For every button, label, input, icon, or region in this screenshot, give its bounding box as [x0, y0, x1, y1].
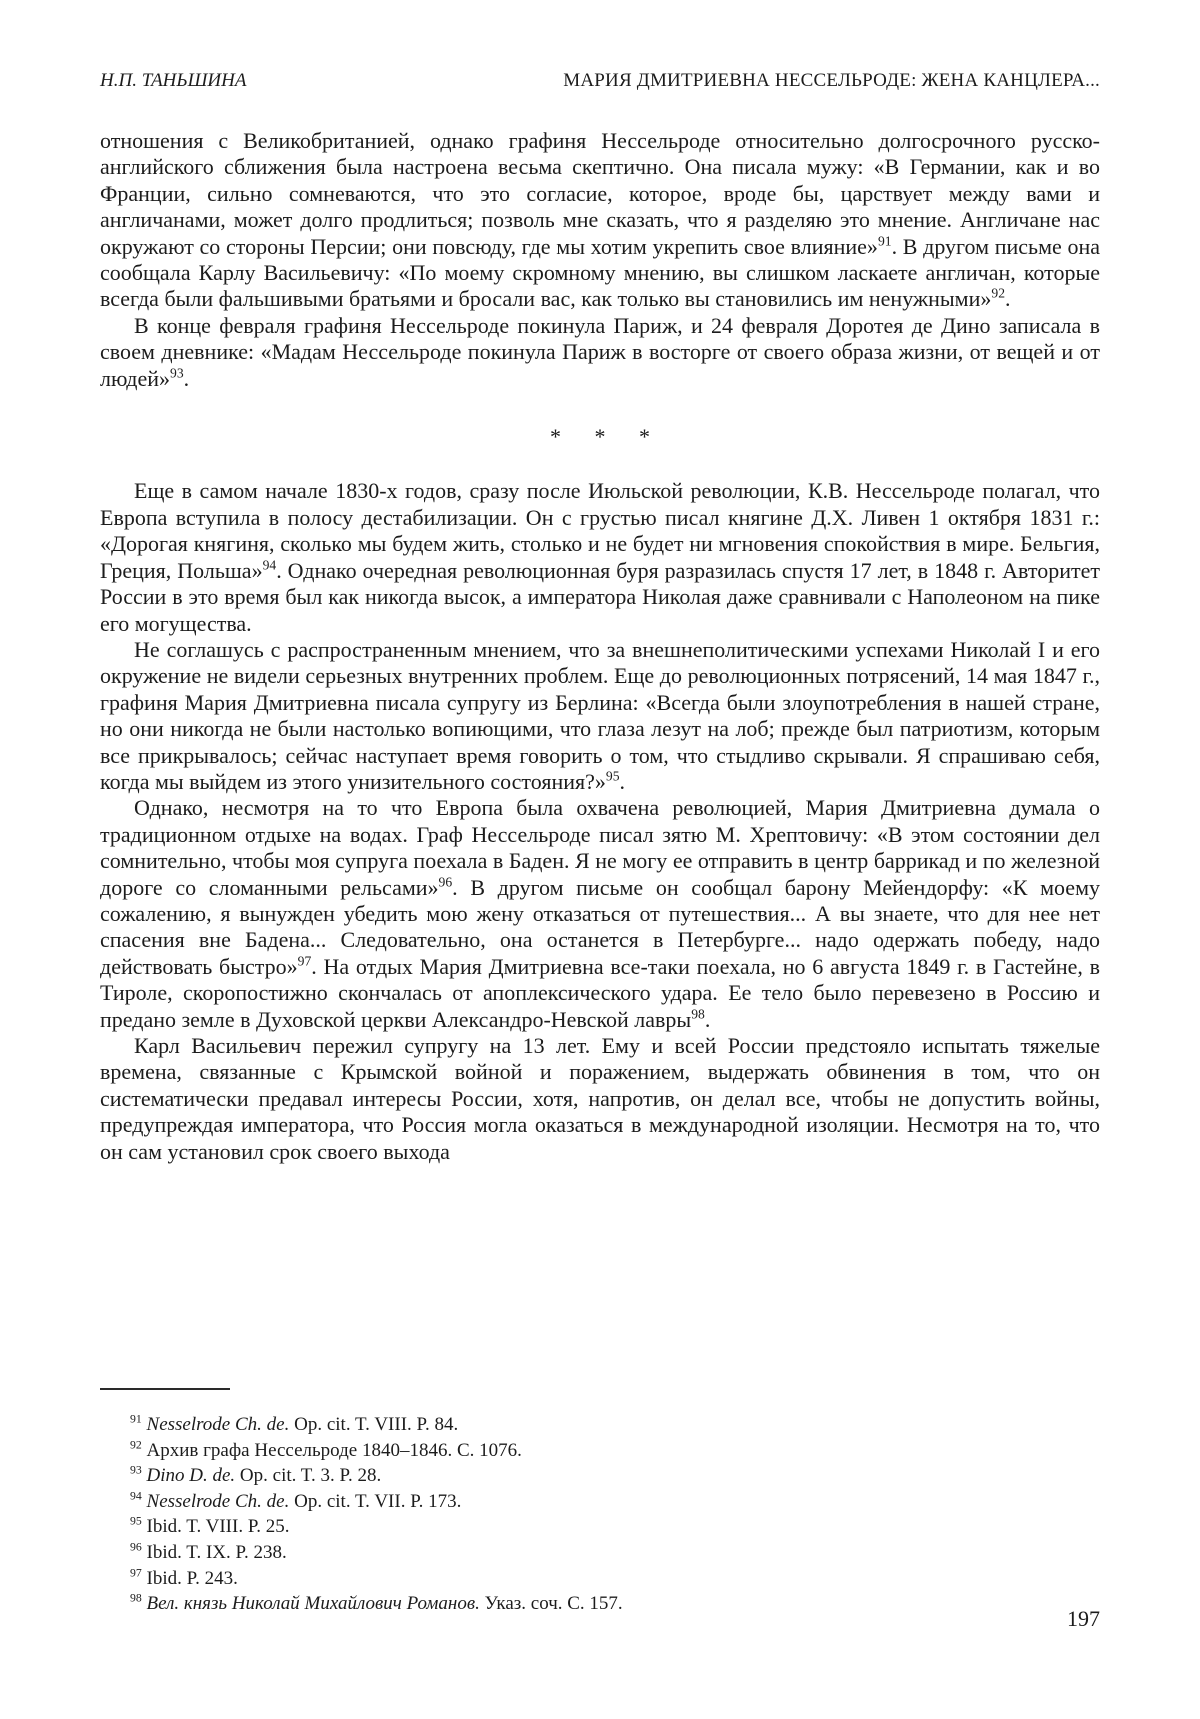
footnote	[100, 1566, 1100, 1592]
text-segment: Не соглашусь с распространенным мнением, что за внешнеполитическими успехами Николай I и его окружение не видели серьезных внутренних проблем. Еще до революционных потрясений, 14 мая 1847 г., графиня Мария Дмитриевна писала супругу из Берлина: «Всегда были злоупотребления в нашей стране, но они никогда не были настолько вопиющими, что глаза лезут на лоб; прежде был патриотизм, которым все прикрывалось; сейчас наступает время говорить о том, что стыдливо скрывали. Я спрашиваю себя, когда мы выйдем из этого унизительного состояния?»	[100, 636, 1100, 794]
text-segment: Еще в самом начале 1830-х годов, сразу после Июльской революции, К.В. Нессельроде полагал, что Европа вступила в полосу дестабилизации. Он с грустью писал княгине Д.Х. Ливен 1 октября 1831 г.: «Дорогая княгиня, сколько мы будем жить, столько и не будет ни мгновения спокойствия в мире. Бельгия, Греция, Польша»	[100, 478, 1100, 583]
footnote	[100, 1438, 1100, 1464]
text-segment: .	[1005, 286, 1011, 312]
text-segment: В конце февраля графиня Нессельроде покинула Париж, и 24 февраля Доротея де Дино записала в своем дневнике: «Мадам Нессельроде покинула Париж в восторге от своего образа жизни, от вещей и от людей»	[100, 312, 1100, 391]
footnote-separator-rule	[100, 1388, 230, 1390]
text-block	[100, 70, 1100, 1165]
running-head-title: МАРИЯ ДМИТРИЕВНА НЕССЕЛЬРОДЕ: ЖЕНА КАНЦЛЕРА...	[563, 70, 1100, 91]
footnote-number: 92	[130, 1438, 142, 1452]
text-segment: Вел. князь Николай Михайлович Романов.	[146, 1593, 480, 1615]
footnote-ref: 96	[438, 874, 453, 890]
footnote-list	[100, 1412, 1100, 1617]
footnote	[100, 1514, 1100, 1540]
running-head	[100, 70, 1100, 92]
page-number: 197	[1067, 1606, 1100, 1631]
text-segment: . В другом письме он сообщал барону Мейендорфу: «К моему сожалению, я вынужден убедить мою жену отказаться от путешествия... А вы знаете, что для нее нет спасения вне Бадена... Следовательно, она останется в Петербурге... надо одержать победу, надо действовать быстро»	[100, 874, 1100, 979]
text-segment: Op. cit. T. 3. P. 28.	[235, 1465, 382, 1487]
paragraph	[100, 478, 1100, 636]
article-text	[100, 128, 1100, 1165]
text-segment: Nesselrode Ch. de.	[146, 1414, 290, 1435]
footnote-ref: 98	[691, 1006, 705, 1022]
paragraph	[100, 1033, 1100, 1165]
section-break: * * *	[550, 424, 664, 450]
paragraph	[100, 313, 1100, 392]
text-segment: Nesselrode Ch. de.	[146, 1490, 290, 1512]
footnote-number: 94	[130, 1489, 142, 1503]
text-segment: Архив графа Нессельроде 1840–1846. С. 1076.	[146, 1439, 522, 1461]
text-segment: Указ. соч. С. 157.	[479, 1593, 623, 1615]
text-segment: Карл Васильевич пережил супругу на 13 лет. Ему и всей России предстояло испытать тяжелые времена, связанные с Крымской войной и поражением, выдержать обвинения в том, что он систематически предавал интересы России, хотя, напротив, он делал все, чтобы не допустить войны, предупреждая императора, что Россия могла оказаться в международной изоляции. Несмотря на то, что он сам установил срок своего выхода	[100, 1033, 1100, 1164]
footnote-ref: 93	[170, 365, 184, 381]
paragraph	[100, 795, 1100, 1033]
footnote-number: 97	[130, 1566, 142, 1580]
text-segment: . В другом письме она сообщала Карлу Васильевичу: «По моему скромному мнению, вы слишком ласкаете англичан, которые всегда были фальшивыми братьями и бросали вас, как только вы становились им ненужными»	[100, 233, 1100, 312]
footnote-ref: 92	[991, 286, 1005, 302]
text-segment: .	[704, 1006, 711, 1032]
text-segment: Op. cit. T. VII. P. 173.	[289, 1490, 462, 1512]
footnote-ref: 94	[262, 557, 277, 573]
running-head-author: Н.П. ТАНЬШИНА	[100, 70, 247, 91]
footnote-number: 95	[130, 1515, 142, 1529]
footnote-ref: 91	[877, 233, 892, 249]
text-segment: Dino D. de.	[146, 1465, 236, 1487]
text-segment: . На отдых Мария Дмитриевна все-таки поехала, но 6 августа 1849 г. в Гастейне, в Тироле, скоропостижно скончалась от апоплексического удара. Ее тело было перевезено в Россию и предано земле в Духовской церкви Александро-Невской лавры	[100, 953, 1100, 1032]
footnote-number: 96	[130, 1540, 142, 1554]
text-segment: Ibid. T. VIII. P. 25.	[146, 1516, 290, 1538]
footnote-ref: 97	[297, 953, 312, 969]
footnote	[100, 1489, 1100, 1515]
text-segment: Однако, несмотря на то что Европа была охвачена революцией, Мария Дмитриевна думала о традиционном отдыхе на водах. Граф Нессельроде писал зятю М. Хрептовичу: «В этом состоянии дел сомнительно, чтобы моя супруга поехала в Баден. Я не могу ее отправить в центр баррикад и по железной дороге со сломанными рельсами»	[100, 795, 1100, 900]
footnote-number: 93	[130, 1463, 142, 1477]
text-segment: Ibid. T. IX. P. 238.	[146, 1541, 287, 1563]
text-segment: отношения с Великобританией, однако графиня Нессельроде относительно долгосрочного русско-английского сближения была настроена весьма скептично. Она писала мужу: «В Германии, как и во Франции, сильно сомневаются, что это согласие, которое, вроде бы, царствует между вами и англичанами, может долго продлиться; позволь мне сказать, что я разделяю это мнение. Англичане нас окружают со стороны Персии; они повсюду, где мы хотим укрепить свое влияние»	[100, 128, 1100, 259]
text-segment: . Однако очередная революционная буря разразилась спустя 17 лет, в 1848 г. Авторитет России в это время был как никогда высок, а императора Николая даже сравнивали с Наполеоном на пике его могущества.	[100, 557, 1100, 636]
text-segment: Op. cit. T. VIII. P. 84.	[289, 1414, 459, 1435]
footnote	[100, 1591, 1100, 1617]
footnote	[100, 1463, 1100, 1489]
footnote-number: 91	[130, 1412, 142, 1426]
text-segment: .	[619, 768, 625, 794]
text-segment: Ibid. P. 243.	[146, 1567, 238, 1589]
footnote	[100, 1412, 1100, 1438]
footnote-area	[100, 1388, 1100, 1617]
footnote-number: 98	[130, 1591, 142, 1605]
footnote	[100, 1540, 1100, 1566]
paragraph	[100, 128, 1100, 313]
text-segment: .	[183, 365, 190, 391]
paragraph	[100, 637, 1100, 795]
footnote-ref: 95	[605, 768, 620, 784]
